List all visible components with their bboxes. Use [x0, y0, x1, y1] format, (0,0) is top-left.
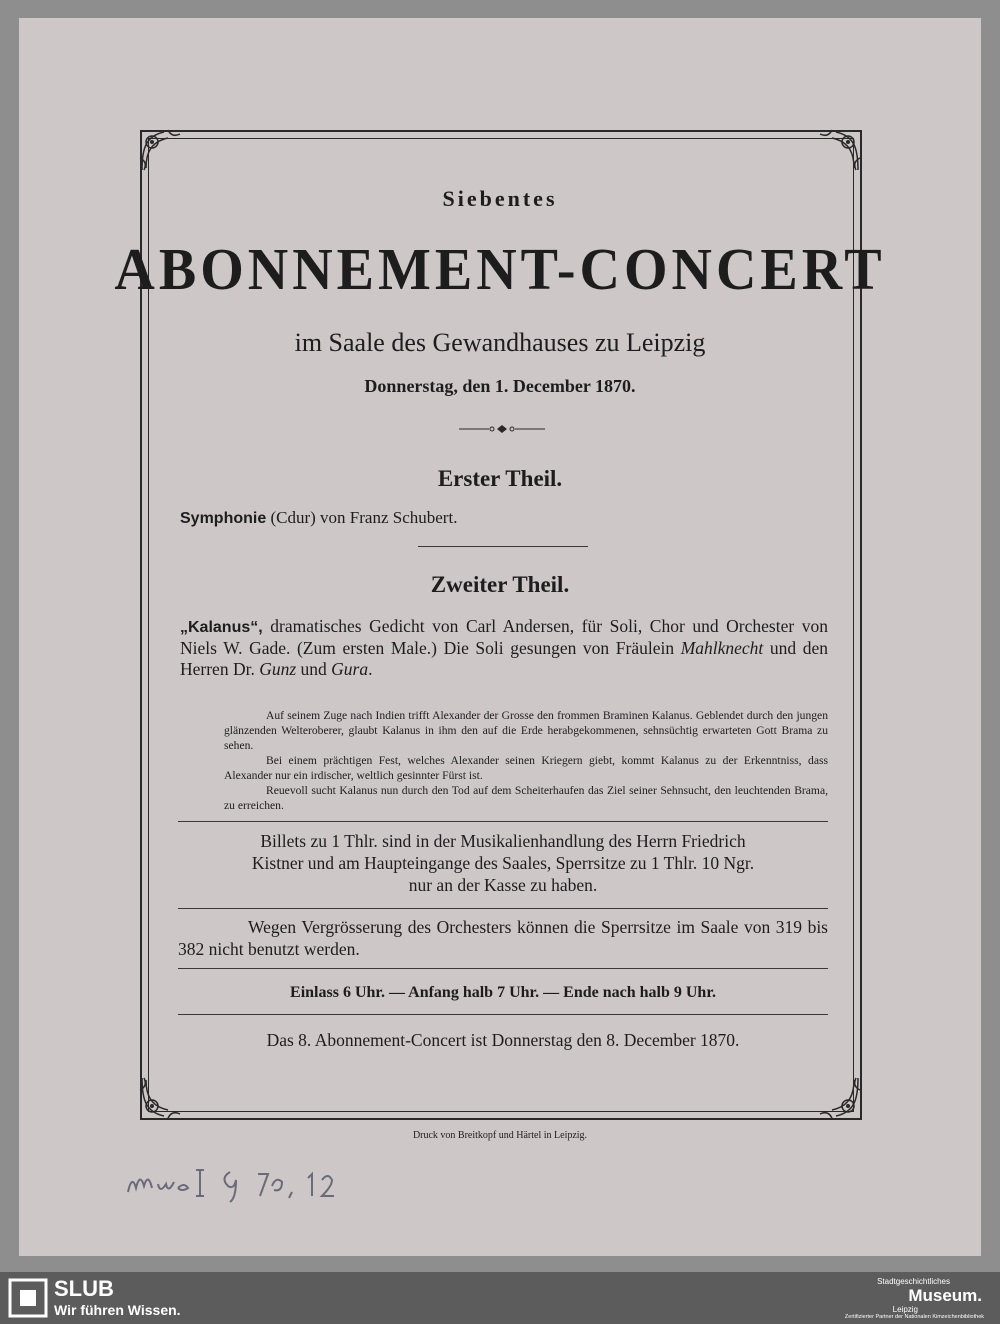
pre-title: Siebentes [442, 186, 558, 211]
soloist-name: Gura [331, 659, 369, 679]
museum-certification: Zertifizierter Partner der Nationalen Kimzeichenbibliothek [844, 1314, 984, 1320]
work-details: und [296, 659, 332, 679]
museum-city: Leipzig [892, 1305, 918, 1314]
soloist-name: Gunz [259, 659, 297, 679]
handwritten-shelfmark [122, 1158, 352, 1208]
next-concert: Das 8. Abonnement-Concert ist Donnerstag den 8. December 1870. [266, 1030, 740, 1050]
museum-label: Stadtgeschichtliches [877, 1277, 950, 1286]
ticket-line: nur an der Kasse zu haben. [408, 875, 598, 895]
ticket-line: Billets zu 1 Thlr. sind in der Musikalienhandlung des Herrn Friedrich [260, 831, 746, 851]
corner-ornament-icon [138, 1074, 184, 1120]
part-two-heading: Zweiter Theil. [430, 572, 570, 597]
work-title: „Kalanus“, [180, 619, 263, 636]
work-details: . [368, 659, 373, 679]
venue: im Saale des Gewandhauses zu Leipzig [294, 328, 706, 357]
library-name: SLUB [54, 1276, 114, 1301]
page-title: ABONNEMENT-CONCERT [114, 237, 886, 303]
seating-notice: Wegen Vergrösserung des Orchesters können die Sperrsitze im Saale von 319 bis 382 nicht benutzt werden. [178, 917, 828, 959]
ticket-info [178, 830, 828, 896]
part-one-heading: Erster Theil. [437, 466, 563, 491]
work-details: dramatisches Gedicht von Carl Andersen, für Soli, Chor und Orchester von Niels W. Gade. (Zum ersten Male.) Die Soli gesungen von Fräulein [180, 616, 828, 658]
soloist-name: Mahlknecht [680, 638, 764, 658]
footer-bar [0, 1272, 1000, 1324]
work-details: (Cdur) von Franz Schubert. [266, 508, 458, 527]
section-divider [178, 908, 828, 909]
work-details: und den Herren Dr. [180, 638, 828, 679]
section-divider [178, 821, 828, 822]
corner-ornament-icon [816, 1074, 862, 1120]
section-divider [178, 1014, 828, 1015]
printer-credit: Druck von Breitkopf und Härtel in Leipzig. [412, 1130, 588, 1141]
synopsis [224, 708, 828, 813]
museum-name: Museum. [908, 1286, 982, 1305]
ticket-line: Kistner und am Haupteingange des Saales, Sperrsitze zu 1 Thlr. 10 Ngr. [251, 853, 755, 873]
library-slogan: Wir führen Wissen. [54, 1302, 181, 1318]
slub-logo-icon [8, 1278, 48, 1318]
part-one-work [180, 508, 457, 528]
schedule: Einlass 6 Uhr. — Anfang halb 7 Uhr. — Ende nach halb 9 Uhr. [290, 984, 716, 1001]
section-divider [418, 546, 588, 547]
synopsis-paragraph: Reuevoll sucht Kalanus nun durch den Tod auf dem Scheiterhaufen das Ziel seiner Sehnsucht, den leuchtenden Brama, zu erreichen. [224, 784, 828, 812]
corner-ornament-icon [816, 128, 862, 174]
divider-ornament-icon [459, 424, 545, 434]
synopsis-paragraph: Auf seinem Zuge nach Indien trifft Alexander der Grosse den frommen Braminen Kalanus. Geblendet durch den jungen glänzenden Welteroberer, glaubt Kalanus in ihm den auf die Erde herabgekommenen, sehnsüchtig erwarteten Gott Brama zu sehen. [224, 709, 828, 752]
part-two-work [180, 616, 828, 680]
corner-ornament-icon [138, 128, 184, 174]
section-divider [178, 968, 828, 969]
concert-date: Donnerstag, den 1. December 1870. [364, 376, 636, 396]
synopsis-paragraph: Bei einem prächtigen Fest, welches Alexander seinen Kriegern giebt, kommt Kalanus zu der Erkenntniss, dass Alexander nur ein irdischer, weltlich gesinnter Fürst ist. [224, 754, 828, 782]
work-title: Symphonie [180, 510, 267, 527]
